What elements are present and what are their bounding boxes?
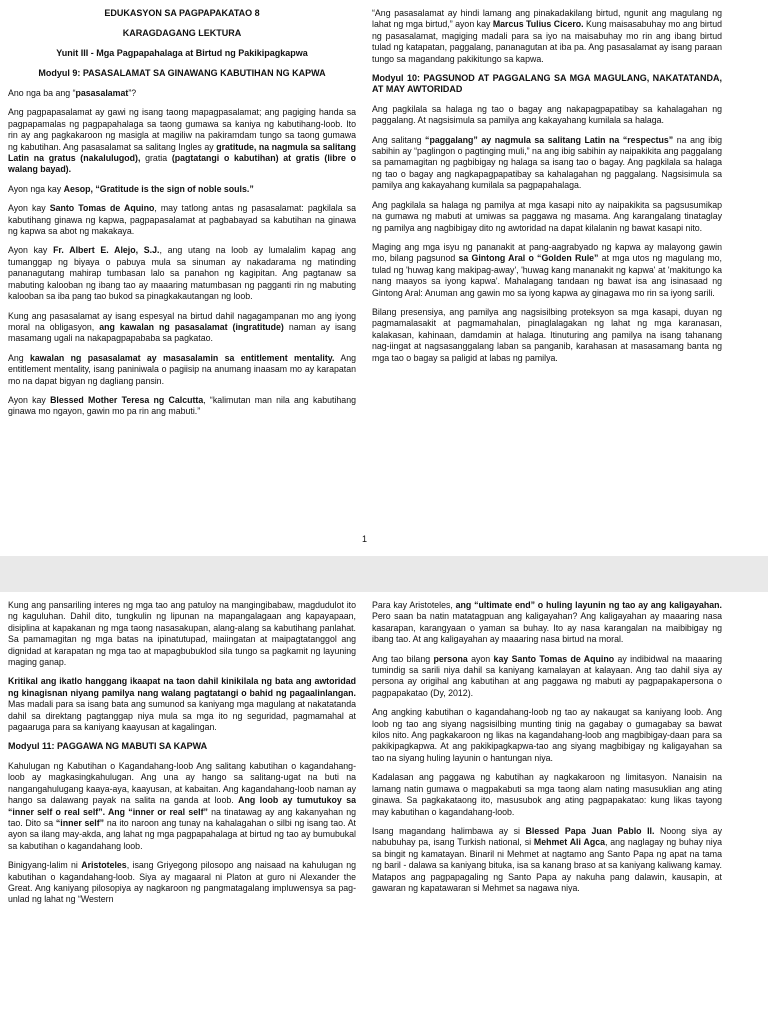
doc-title: EDUKASYON SA PAGPAPAKATAO 8 — [104, 8, 260, 18]
paragraph: Ayon kay Blessed Mother Teresa ng Calcutta, “kalimutan man nila ang kabutihang ginawa mo ngayon, gawin mo pa rin ang mabuti.” — [8, 394, 356, 417]
left-column — [8, 600, 356, 1024]
paragraph: Ayon kay Fr. Albert E. Alejo, S.J., ang utang na loob ay lumalalim kapag ang tumanggap ng biyaya o pabuya mula sa sinuman ay nakadarama ng matinding pananagutang mahirap tumbasan lalo sa panahon ng kagipitan. Ang pagtanaw sa mabuting kalooban ng ibang tao ay maaaring matumbasan ng pagganti rin ng mabuting kalooban sa iba pang tao bukod sa pinagkakautangan ng loob. — [8, 245, 356, 302]
doc-subtitle: KARAGDAGANG LEKTURA — [122, 28, 242, 38]
paragraph: Kahulugan ng Kabutihan o Kagandahang-loob Ang salitang kabutihan o kagandahang-loob ay magkasingkahulugan. Ang una ay hango sa salitang-ugat na buti na nangangahulugang kaaya-aya, kaayusan, at kabaitan. Ang kagandahang-loob naman ay hango sa dalawang payak na salita na ganda at loob. Ang loob ay tumutukoy sa “inner self o real self”. Ang “inner or real self” na tinatawag ay ang kakanyahan ng tao. Dito sa “inner self” na ito naroon ang tunay na kahalagahan o silbi ng isang tao. At ayon sa ilang may-akda, ang lahat ng mga pagpapahalaga at birtud ng tao ay bumubukal sa kabutihan o kagandahang loob. — [8, 760, 356, 851]
paragraph: Ang salitang “paggalang” ay nagmula sa salitang Latin na “respectus” na ang ibig sabihin ay “paglingon o pagtinging muli,” na ang ibig sabihin ay naipakikita ang paggalang sa pamamagitan ng pagbibigay ng halaga sa isang tao o bagay. Ang pagkilala sa halaga ng tao o bagay ang nagkapagpapatibay sa kahalagahan ng paggalang. Nagsisimula sa pamilya ang kakayahang kumilala sa pagpapahalaga. — [372, 134, 722, 191]
module-11-heading: Modyul 11: PAGGAWA NG MABUTI SA KAPWA — [8, 741, 208, 752]
paragraph: Kung ang pansariling interes ng mga tao ang patuloy na mangingibabaw, magdudulot ito ng kaguluhan. Dahil dito, tungkulin ng lipunan na mapangalagaan ang kapayapaan, disiplina at kapakanan ng mga taong nasasakupan, alang-alang sa kabutihang panlahat. Sa pamamagitan ng mga batas na ipinatutupad, maiingatan at maipagtatanggol ang dignidad at karapatan ng mga tao at mapagbubuklod sila tungo sa pagkamit ng layuning maging ganap. — [8, 600, 356, 668]
page-number: 1 — [362, 534, 368, 544]
module-10-heading: Modyul 10: PAGSUNOD AT PAGGALANG SA MGA MAGULANG, NAKATATANDA, AT MAY AWTORIDAD — [372, 73, 722, 95]
paragraph: Bilang presensiya, ang pamilya ang nagsisilbing proteksyon sa mga kasapi, duyan ng pagmamalasakit at pagmamahalan, pinaglalagakan ng lahat ng mga karanasan, kalakasan, kahinaan, damdamin at halaga. Itinuturing ang pamilya na isang tahanang nag-iingat at nagsasanggalang laban sa panganib, karahasan at masasamang banta ng mga tao o bagay sa paligid at labas ng pamilya. — [372, 306, 722, 363]
paragraph: “Ang pasasalamat ay hindi lamang ang pinakadakilang birtud, ngunit ang magulang ng lahat ng mga birtud,” ayon kay Marcus Tulius Cicero. Kung maisasabuhay mo ang birtud ng pasasalamat, magiging madali para sa iyo na maisabuhay mo rin ang ibang birtud tulad ng katapatan, paggalang, pananagutan at iba pa. Ang pasasalamat ay isang paraan tungo sa magandang pakikitungo sa kapwa. — [372, 8, 722, 64]
module-9-heading: Modyul 9: PASASALAMAT SA GINAWANG KABUTIHAN NG KAPWA — [38, 68, 326, 78]
paragraph: Kritikal ang ikatlo hanggang ikaapat na taon dahil kinikilala ng bata ang awtoridad ng kinagisnan niyang pamilya nang walang pagtatangi o bahid ng pagaalinlangan. Mas madali para sa isang bata ang sumunod sa kaniyang mga magulang at nakatatanda dahil sa direktang pagtanggap niya mula sa mga ito ng seguridad, pagmamahal at pagaaruga para sa kaniyang kaayusan at kagalingan. — [8, 676, 356, 733]
right-column — [372, 600, 722, 1024]
paragraph: Ang tao bilang persona ayon kay Santo Tomas de Aquino ay indibidwal na maaaring tumindig sa sarili niya dahil sa kaniyang kamalayan at kalayaan. Ang tao dahil siya ay persona ay origihal ang kabutihan at ang paggawa ng mabuti ay pagpapakapersona o pagpapakatao (Dy, 2012). — [372, 653, 722, 698]
unit-heading: Yunit III - Mga Pagpapahalaga at Birtud ng Pakikipagkapwa — [56, 48, 308, 58]
paragraph: Ang pagpapasalamat ay gawi ng isang taong mapagpasalamat; ang pagiging handa sa pagpapamalas ng pagpapahalaga sa taong gumawa sa kaniya ng kabutihang-loob. Ito rin ay ang pagkakaroon ng masigla at magiliw na pakiramdam tungo sa taong gumawa ng kabutihan. Ang pasasalamat sa salitang Ingles ay gratitude, na nagmula sa salitang Latin na gratus (nakalulugod), gratia (pagtatangi o kabutihan) at gratis (libre o walang bayad). — [8, 107, 356, 175]
left-column — [8, 8, 356, 556]
paragraph: Kadalasan ang paggawa ng kabutihan ay nagkakaroon ng limitasyon. Nanaisin na lamang natin gumawa o magpakabuti sa mga taong alam nating masusuklian ang ating ginawa. Sa pagkakataong ito, masusubok ang ating pagpapakatao: kung likas tayong may kabutihan o kagandahang-loob. — [372, 772, 722, 817]
paragraph: Binigyang-lalim ni Aristoteles, isang Griyegong pilosopo ang naisaad na kahulugan ng kabutihan o kagandahang-loob. Siya ay magaaral ni Platon at guro ni Alexander the Great. Ang kaniyang pilosopiya ay nagkaroon ng pangmatagalang impluwensya sa pag-unlad ng lahat ng “Western — [8, 860, 356, 905]
document-page-2 — [0, 592, 768, 1024]
paragraph: Ang pagkilala sa halaga ng pamilya at mga kasapi nito ay naipakikita sa pagsusumikap na gumawa ng mabuti at umiwas sa paggawa ng masama. Ang karangalang tinataglay ng pamilya ang nagbibigay dito ng awtoridad na dapat kilalanin ng bawat kasapi nito. — [372, 199, 722, 233]
paragraph: Ang pagkilala sa halaga ng tao o bagay ang nakapagpapatibay sa kahalagahan ng paggalang. At nagsisimula sa pamilya ang kakayahang kumilala sa halaga. — [372, 103, 722, 126]
page-gap — [0, 556, 768, 592]
paragraph: Ayon nga kay Aesop, “Gratitude is the sign of noble souls.” — [8, 183, 254, 194]
paragraph: Ang kawalan ng pasasalamat ay masasalamin sa entitlement mentality. Ang entitlement mentality, isang paniniwala o pagiisip na anumang inaasam mo ay karapatan mo na dapat bigyan ng dagliang pansin. — [8, 352, 356, 386]
paragraph: Ayon kay Santo Tomas de Aquino, may tatlong antas ng pasasalamat: pagkilala sa kabutihang ginawa ng kapwa, pagpapasalamat at pagbabayad sa kabutihan na ginawa ng kapwa sa abot ng makakaya. — [8, 203, 356, 237]
paragraph: Kung ang pasasalamat ay isang espesyal na birtud dahil nagagampanan mo ang iyong moral na obligasyon, ang kawalan ng pasasalamat (ingratitude) naman ay isang masamang ugali na nakapagpapababa sa pagkatao. — [8, 310, 356, 344]
paragraph-question: Ano nga ba ang “pasasalamat”? — [8, 88, 137, 98]
paragraph: Maging ang mga isyu ng pananakit at pang-aagrabyado ng kapwa ay malayong gawin mo, bilang pagsunod sa Gintong Aral o “Golden Rule” at mga utos ng magulang mo, tulad ng 'huwag kang makipag-away', 'huwag kang mananakit ng kapwa' at 'makitungo ka nang maayos sa iyong kapwa'. Mahalagang tandaan ng bawat isa ang isinasaad ng Gintong Aral: Anuman ang gawin mo sa iyong kapwa ay ginagawa mo rin sa iyong sarili. — [372, 241, 722, 298]
paragraph: Ang angking kabutihan o kagandahang-loob ng tao ay nakaugat sa kaniyang loob. Ang loob ng tao ang siyang nagsisilbing munting tinig na gagabay o gumagabay sa bawat kilos nito. Ang pagkakaroon ng likas na kagandahang-loob ang magbibigay-daan para sa pakikipagkapwa. At ang pakikipagkapwa-tao ang siyang magbibigay ng kaligayahan sa tao na siyang huling layunin o hantungan niya. — [372, 707, 722, 763]
paragraph: Isang magandang halimbawa ay si Blessed Papa Juan Pablo II. Noong siya ay nabubuhay pa, isang Turkish national, si Mehmet Ali Agca, ang naglagay ng buhay niya sa bingit ng kamatayan. Binaril ni Mehmet at nagtamo ang Santo Papa ng apat na tama ng baril - dalawa sa kaniyang bituka, isa sa kanang braso at sa kaniyang kaliwang kamay. Matapos ang pagpapagaling ng Santo Papa ay nakuha pang dalawin, kausapin, at gawaran ng kapatawaran si Mehmet sa nagawa niya. — [372, 825, 722, 893]
right-column — [372, 8, 722, 556]
paragraph: Para kay Aristoteles, ang “ultimate end” o huling layunin ng tao ay ang kaligayahan. Pero saan ba natin matatagpuan ang kaligayahan? Ang kaligayahan ay maaaring nasa kasarapan, karangyaan o yaman sa buhay. Ito ay nasa karangalan na maibibigay ng ibang tao. At ang kaligayahan ay maaaring nasa birtud na moral. — [372, 600, 722, 645]
